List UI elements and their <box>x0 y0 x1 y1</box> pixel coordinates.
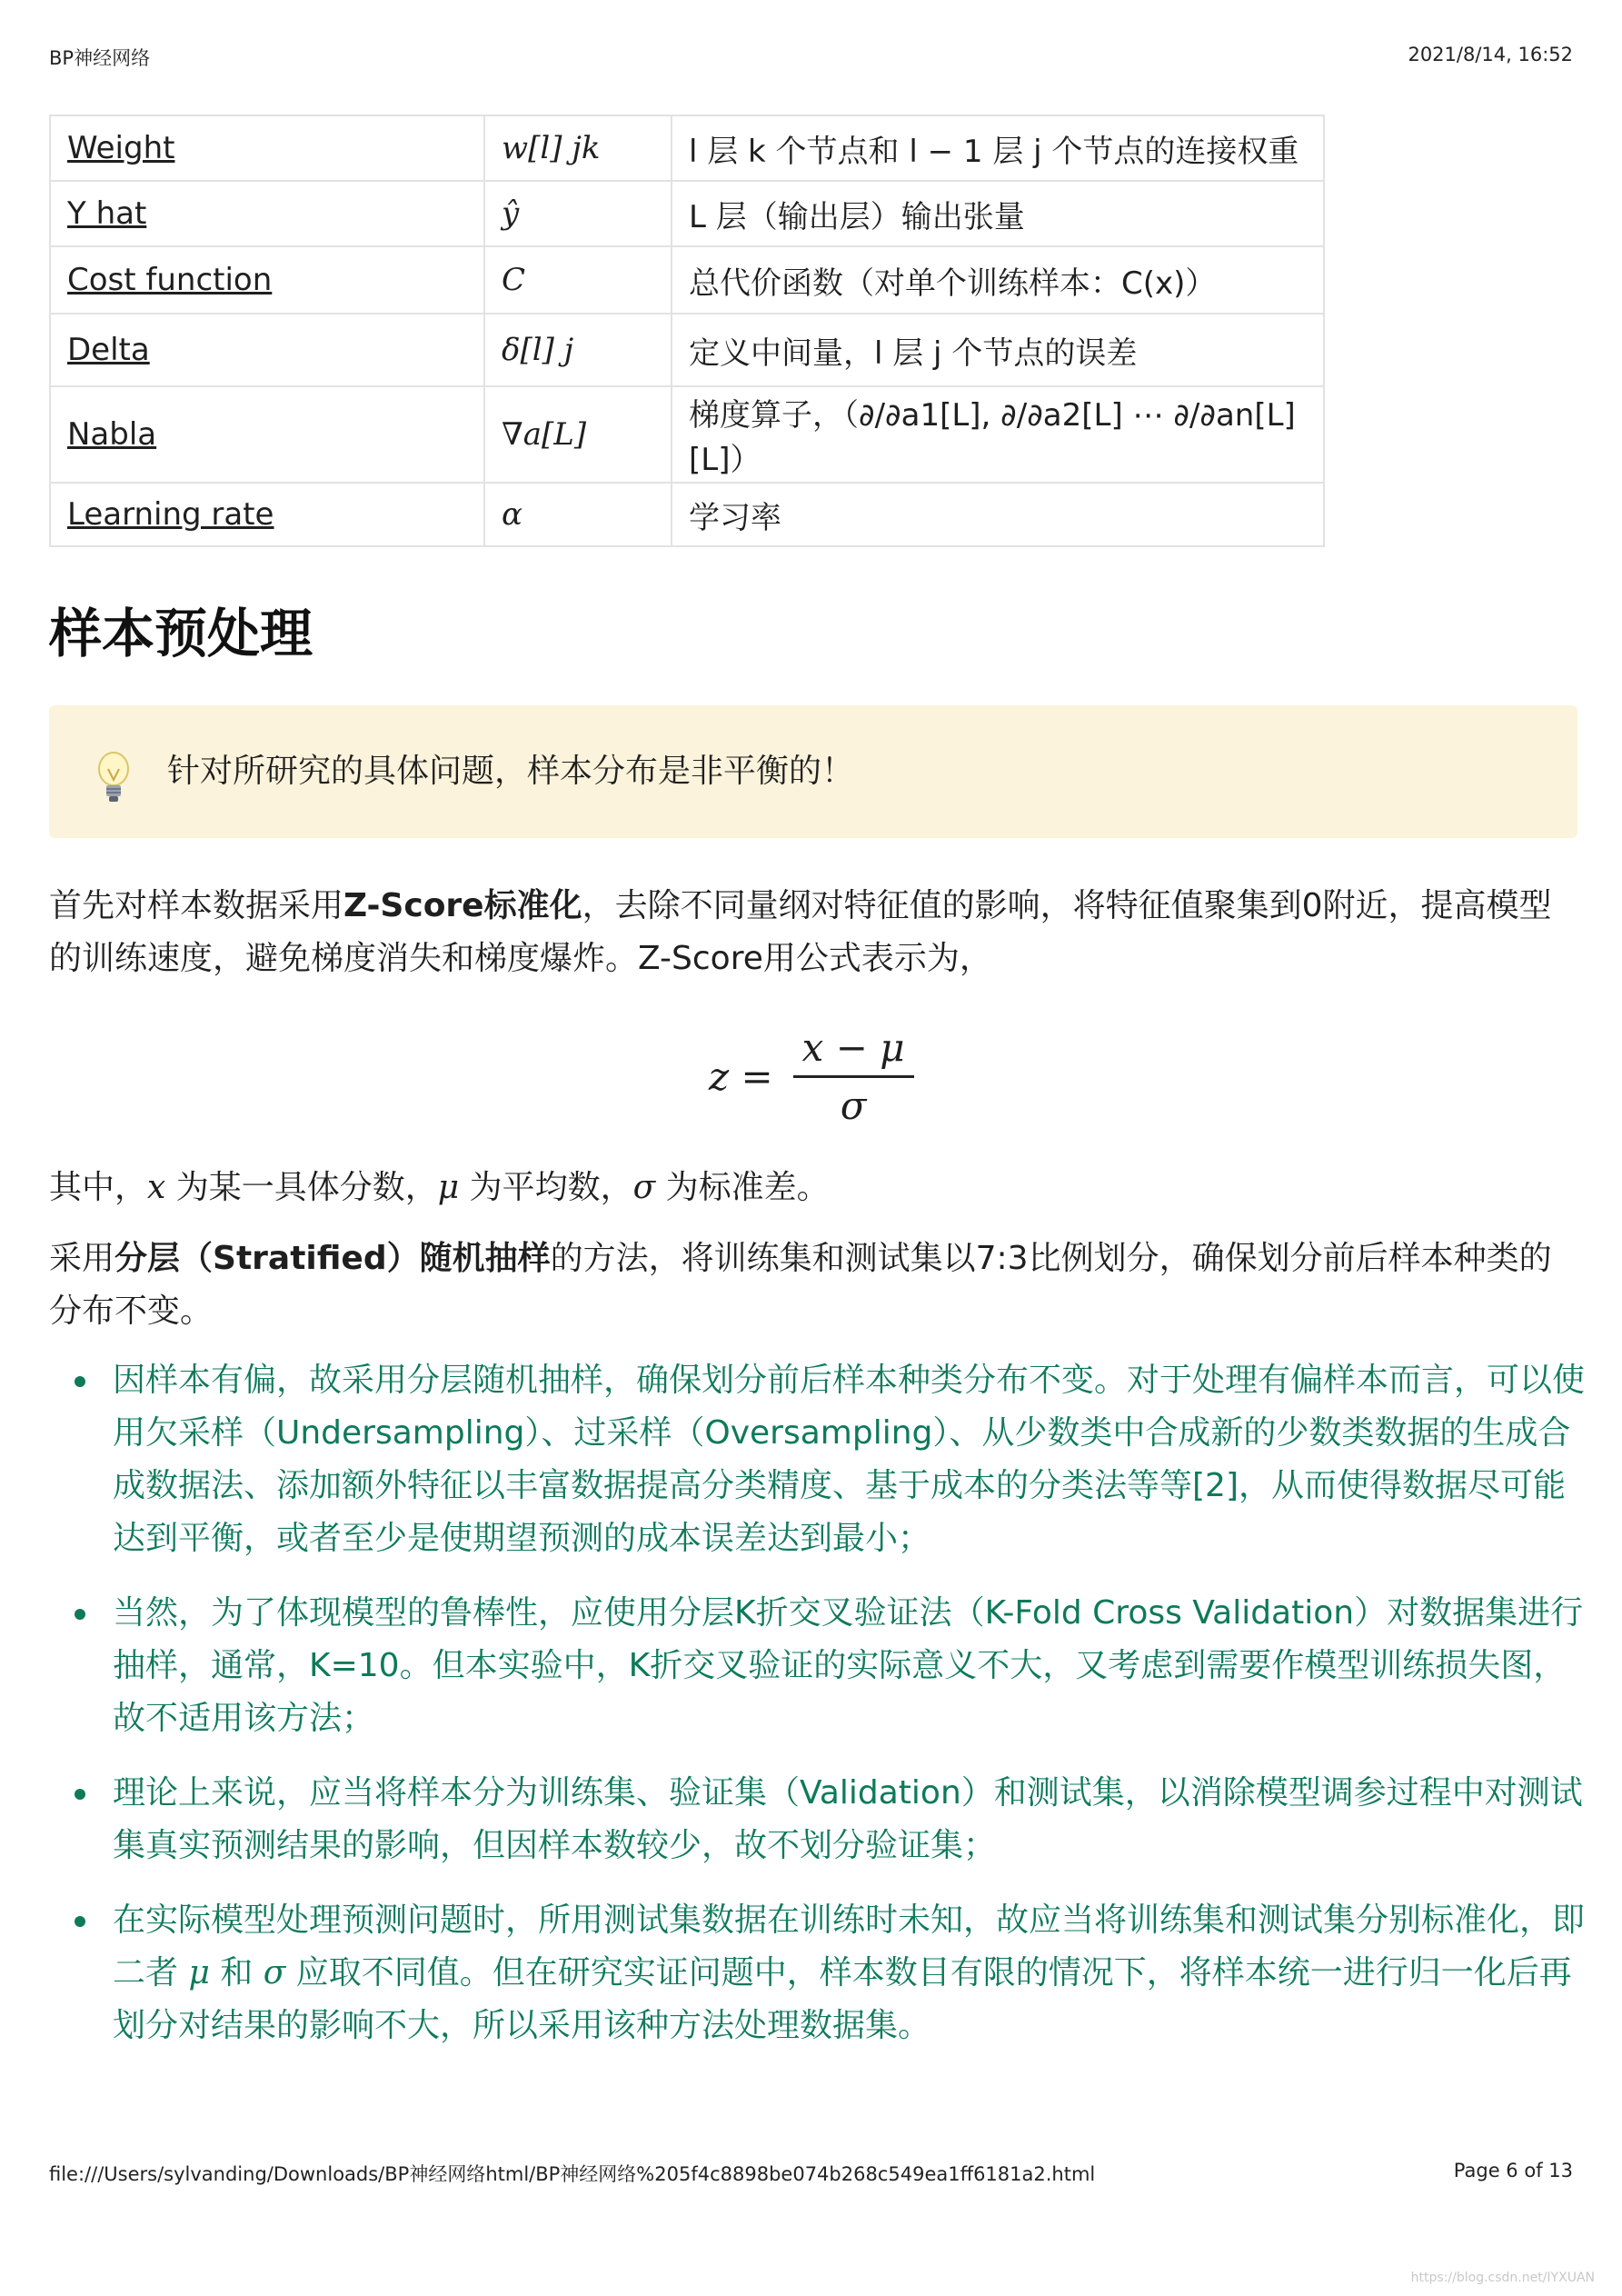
formula-fraction <box>793 1025 914 1128</box>
callout-text: 针对所研究的具体问题，样本分布是非平衡的！ <box>167 753 855 790</box>
zscore-formula <box>709 1022 914 1131</box>
term-description: 学习率 <box>672 483 1324 546</box>
term-link-y-hat[interactable]: Y hat <box>67 195 147 232</box>
term-description: 总代价函数（对单个训练样本：C(x)） <box>672 246 1324 314</box>
formula-lhs: z = <box>709 1053 773 1099</box>
header-title: BP神经网络 <box>49 47 151 69</box>
math-var: σ <box>263 1954 286 1992</box>
term-symbol: ∇a[L] <box>484 386 672 483</box>
formula-denominator: σ <box>840 1083 867 1128</box>
list-item <box>49 1587 1585 1745</box>
term-description: 梯度算子，（∂/∂a1[L], ∂/∂a2[L] ⋯ ∂/∂an[L][L]） <box>672 386 1324 483</box>
math-var: μ <box>437 1169 460 1206</box>
notes-list <box>49 1354 1585 2074</box>
footer-file-path: file:///Users/sylvanding/Downloads/BP神经网络html/BP神经网络%205f4c8898be074b268c549ea1ff6181a2.html <box>49 2163 1096 2185</box>
text-run: 采用 <box>49 1240 115 1277</box>
list-item-text: 因样本有偏，故采用分层随机抽样，确保划分前后样本种类分布不变。对于处理有偏样本而言，可以使用欠采样（Undersampling）、过采样（Oversampling）、从少数类中合成新的少数类数据的生成合成数据法、添加额外特征以丰富数据提高分类精度、基于成本的分类法等等[2]，从而使得数据尽可能达到平衡，或者至少是使期望预测的成本误差达到最小； <box>113 1362 1586 1557</box>
text-run: ，去除不同量纲对特征值的影响，将特征值聚集到0附近，提高模型的训练速度，避免梯度消失和梯度爆炸。Z-Score用公式表示为， <box>49 887 1552 977</box>
term-link-weight[interactable]: Weight <box>67 130 175 166</box>
term-description: l 层 k 个节点和 l − 1 层 j 个节点的连接权重 <box>672 115 1324 181</box>
term-description: L 层（输出层）输出张量 <box>672 181 1324 246</box>
term-symbol: w[l] jk <box>484 115 672 181</box>
term-symbol: δ[l] j <box>484 314 672 386</box>
list-item-text: 理论上来说，应当将样本分为训练集、验证集（Validation）和测试集，以消除模型调参过程中对测试集真实预测结果的影响，但因样本数较少，故不划分验证集； <box>113 1774 1583 1864</box>
text-run: 为平均数， <box>459 1169 633 1206</box>
table-row <box>50 246 1324 314</box>
term-symbol: ŷ <box>484 181 672 246</box>
bullet-dot <box>75 1376 85 1387</box>
text-run: 其中， <box>49 1169 148 1206</box>
bold-text: Z-Score标准化 <box>343 887 582 924</box>
term-link-cost-function[interactable]: Cost function <box>67 262 273 298</box>
table-row <box>50 115 1324 181</box>
text-run: 的方法，将训练集和测试集以7:3比例划分，确保划分前后样本种类的分布不变。 <box>49 1240 1552 1330</box>
text-run: 应取不同值。但在研究实证问题中，样本数目有限的情况下，将样本统一进行归一化后再划分对结果的影响不大，所以采用该种方法处理数据集。 <box>113 1954 1572 2044</box>
term-link-learning-rate[interactable]: Learning rate <box>67 496 274 533</box>
callout-box <box>49 705 1577 838</box>
table-row <box>50 386 1324 483</box>
text-run: 首先对样本数据采用 <box>49 887 344 924</box>
list-item-text: 当然，为了体现模型的鲁棒性，应使用分层K折交叉验证法（K-Fold Cross Validation）对数据集进行抽样，通常，K=10。但本实验中，K折交叉验证的实际意义不大，又考虑到需要作模型训练损失图，故不适用该方法； <box>113 1594 1584 1737</box>
table-row <box>50 314 1324 386</box>
bullet-dot <box>75 1609 85 1620</box>
bullet-dot <box>75 1916 85 1927</box>
list-item <box>49 1354 1585 1565</box>
notation-table <box>49 115 1325 547</box>
paragraph-variables <box>49 1162 1577 1214</box>
term-description: 定义中间量，l 层 j 个节点的误差 <box>672 314 1324 386</box>
list-item <box>49 1767 1585 1872</box>
footer-page-number: Page 6 of 13 <box>1453 2160 1573 2181</box>
term-link-nabla[interactable]: Nabla <box>67 416 157 453</box>
list-item <box>49 1894 1585 2052</box>
math-var: σ <box>632 1169 656 1206</box>
text-run: 在实际模型处理预测问题时，所用测试集数据在训练时未知，故应当将训练集和测试集分别标准化，即二者 <box>113 1902 1586 1992</box>
math-var: x <box>147 1169 166 1206</box>
formula-numerator: x − μ <box>793 1025 914 1078</box>
text-run: 和 <box>209 1954 264 1992</box>
header-datetime: 2021/8/14, 16:52 <box>1408 44 1573 65</box>
lightbulb-icon <box>95 749 133 807</box>
section-heading: 样本预处理 <box>49 603 313 664</box>
paragraph-sampling <box>49 1233 1577 1338</box>
watermark: https://blog.csdn.net/IYXUAN <box>1410 2271 1595 2285</box>
text-run: 为标准差。 <box>655 1169 830 1206</box>
table-row <box>50 181 1324 246</box>
bold-text: 分层（Stratified）随机抽样 <box>114 1240 551 1277</box>
math-var: μ <box>188 1954 210 1992</box>
paragraph-zscore <box>49 880 1577 985</box>
table-row <box>50 483 1324 546</box>
bullet-dot <box>75 1789 85 1800</box>
text-run: 为某一具体分数， <box>165 1169 438 1206</box>
term-symbol: α <box>484 483 672 546</box>
term-link-delta[interactable]: Delta <box>67 332 150 368</box>
term-symbol: C <box>484 246 672 314</box>
